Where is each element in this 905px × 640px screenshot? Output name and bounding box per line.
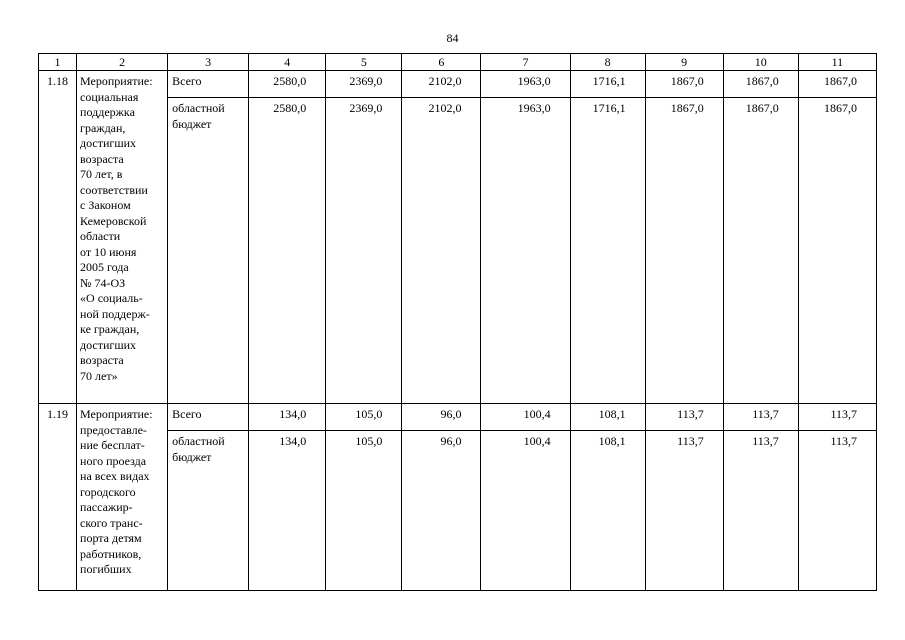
value-cell: 1867,0 — [645, 71, 723, 98]
description-line: достигших — [80, 136, 137, 150]
value-cell: 1867,0 — [798, 71, 876, 98]
value-cell: 113,7 — [798, 431, 876, 591]
description-line: «О социаль- — [80, 291, 143, 305]
funding-source — [168, 404, 249, 431]
value-cell: 100,4 — [481, 404, 570, 431]
value-cell: 100,4 — [481, 431, 570, 591]
description-line: погибших — [80, 562, 132, 576]
value-cell: 1867,0 — [723, 71, 798, 98]
description-line: достигших — [80, 337, 137, 352]
description-line: городского — [80, 484, 136, 499]
table-body — [39, 71, 877, 591]
description-line: на всех видах — [80, 469, 150, 483]
funding-source-line: Всего — [172, 407, 202, 421]
description-line: Мероприятие: — [80, 74, 153, 88]
column-header: 6 — [402, 54, 481, 71]
description-line: от 10 июня — [80, 244, 137, 259]
description-line: ке граждан, — [80, 322, 140, 336]
value-cell: 1963,0 — [481, 98, 570, 404]
description-line: возраста — [80, 353, 124, 367]
funding-source — [168, 71, 249, 98]
description-line: поддержка — [80, 105, 135, 119]
value-cell: 2369,0 — [326, 98, 402, 404]
column-header: 2 — [77, 54, 168, 71]
value-cell: 96,0 — [402, 404, 481, 431]
description-line: ние бесплат- — [80, 438, 145, 452]
description-line: соответствии — [80, 182, 148, 197]
value-cell: 113,7 — [645, 431, 723, 591]
value-cell: 113,7 — [798, 404, 876, 431]
column-header: 1 — [39, 54, 77, 71]
value-cell: 1867,0 — [645, 98, 723, 404]
description-line: 2005 года — [80, 260, 129, 274]
funding-source-line: областной — [172, 434, 225, 448]
value-cell: 2102,0 — [402, 71, 481, 98]
description-line: 70 лет, в — [80, 167, 123, 181]
value-cell: 1963,0 — [481, 71, 570, 98]
funding-source — [168, 98, 249, 404]
column-header: 11 — [798, 54, 876, 71]
value-cell: 1867,0 — [798, 98, 876, 404]
funding-source-line: областной — [172, 101, 225, 115]
value-cell: 113,7 — [723, 404, 798, 431]
value-cell: 108,1 — [570, 404, 645, 431]
description-line: пассажир- — [80, 500, 133, 514]
description-line: работников, — [80, 546, 142, 561]
description-line: с Законом — [80, 198, 131, 212]
value-cell: 108,1 — [570, 431, 645, 591]
description-line: порта детям — [80, 531, 142, 545]
table-row — [39, 404, 877, 431]
value-cell: 2102,0 — [402, 98, 481, 404]
measure-description — [77, 404, 168, 591]
value-cell: 113,7 — [723, 431, 798, 591]
column-header: 5 — [326, 54, 402, 71]
funding-source-line: Всего — [172, 74, 202, 88]
value-cell: 1716,1 — [570, 71, 645, 98]
value-cell: 1867,0 — [723, 98, 798, 404]
value-cell: 134,0 — [249, 404, 326, 431]
measure-code: 1.19 — [39, 404, 77, 591]
value-cell: 105,0 — [326, 404, 402, 431]
funding-source-line: бюджет — [172, 449, 212, 464]
description-line: ного проезда — [80, 453, 147, 468]
value-cell: 96,0 — [402, 431, 481, 591]
value-cell: 113,7 — [645, 404, 723, 431]
value-cell: 2369,0 — [326, 71, 402, 98]
description-line: № 74-ОЗ — [80, 275, 126, 290]
value-cell: 1716,1 — [570, 98, 645, 404]
description-line: области — [80, 229, 121, 243]
column-header: 7 — [481, 54, 570, 71]
value-cell: 2580,0 — [249, 71, 326, 98]
description-line: Кемеровской — [80, 213, 147, 228]
value-cell: 105,0 — [326, 431, 402, 591]
column-header: 8 — [570, 54, 645, 71]
funding-source-line: бюджет — [172, 116, 212, 131]
value-cell: 2580,0 — [249, 98, 326, 404]
description-line: ной поддерж- — [80, 306, 150, 321]
header-row — [39, 54, 877, 71]
description-line: граждан, — [80, 120, 126, 135]
column-header: 3 — [168, 54, 249, 71]
column-header: 4 — [249, 54, 326, 71]
description-line: Мероприятие: — [80, 407, 153, 421]
measure-description — [77, 71, 168, 404]
page-number: 84 — [446, 31, 459, 45]
budget-table — [38, 53, 877, 591]
funding-source — [168, 431, 249, 591]
column-header: 9 — [645, 54, 723, 71]
description-line: социальная — [80, 89, 139, 104]
table-row — [39, 71, 877, 98]
description-line: возраста — [80, 151, 124, 166]
description-line: предоставле- — [80, 422, 147, 437]
column-header: 10 — [723, 54, 798, 71]
value-cell: 134,0 — [249, 431, 326, 591]
measure-code: 1.18 — [39, 71, 77, 404]
description-line: 70 лет» — [80, 368, 118, 383]
description-line: ского транс- — [80, 515, 143, 530]
